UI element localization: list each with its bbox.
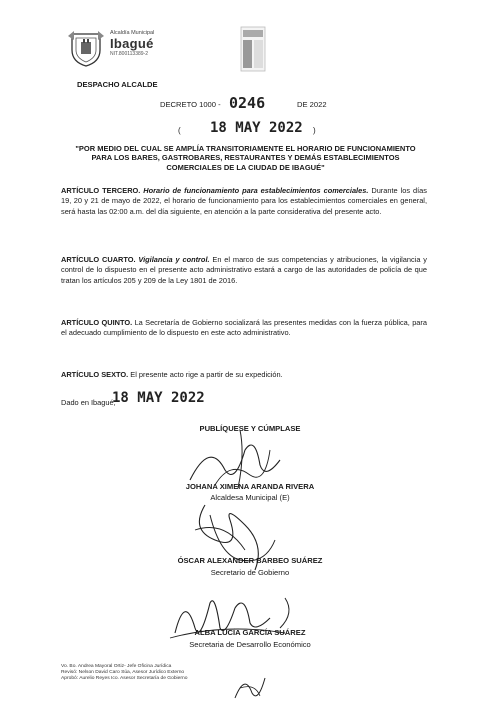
footer-review-2: Revisó: Nelson David Caro Súa, Asesor Jurídico Externo (61, 670, 185, 675)
article-tercero (61, 186, 427, 217)
article-quinto (61, 318, 427, 339)
publiquese-line: PUBLÍQUESE Y CÚMPLASE (199, 424, 301, 433)
signatory-role: Secretaria de Desarrollo Económico (189, 640, 311, 649)
article-label: ARTÍCULO SEXTO. (61, 370, 129, 379)
city-shield-logo (66, 28, 106, 68)
signature-3 (165, 588, 305, 648)
article-label: ARTÍCULO TERCERO. (61, 186, 141, 195)
decree-number-stamp: 0246 (229, 94, 266, 112)
article-body: Durante los días 19, 20 y 21 de mayo de 2022, el horario de funcionamiento para los establecimientos comerciales en general, será hasta las 02:00 a.m. del día siguiente, en atención a la parte considerativa del presente acto. (61, 186, 427, 216)
city-logo-text (110, 30, 200, 58)
footer-review-3: Aprobó: Aurelio Reyes Ico. Asesor Secretaría de Gobierno (61, 676, 188, 681)
signatory-role: Secretario de Gobierno (210, 568, 290, 577)
issued-date-stamp: 18 MAY 2022 (112, 390, 205, 406)
article-label: ARTÍCULO QUINTO. (61, 318, 133, 327)
article-cuarto (61, 255, 427, 286)
article-label: ARTÍCULO CUARTO. (61, 255, 136, 264)
signatory-name: JOHANA XIMENA ARANDA RIVERA (185, 482, 315, 491)
article-title: Horario de funcionamiento para establecimientos comerciales. (143, 186, 369, 195)
signatory-name: ÓSCAR ALEXANDER BARBEO SUÁREZ (177, 556, 323, 565)
date-paren-open: ( (178, 126, 181, 135)
decree-date-stamp: 18 MAY 2022 (210, 120, 303, 136)
article-body: El presente acto rige a partir de su expedición. (130, 370, 283, 379)
org-label: Alcaldía Municipal (110, 30, 155, 36)
decree-prefix: DECRETO 1000 - (160, 100, 221, 109)
initials-signature (230, 668, 270, 703)
decree-title: "POR MEDIO DEL CUAL SE AMPLÍA TRANSITORIAMENTE EL HORARIO DE FUNCIONAMIENTO PARA LOS BARES, GASTROBARES, RESTAURANTES Y DEMÁS ESTABLECIMIENTOS COMERCIALES DE LA CIUDAD DE IBAGUÉ" (75, 144, 416, 172)
date-paren-close: ) (313, 126, 316, 135)
issued-place: Dado en Ibagué, (61, 398, 116, 407)
org-city: Ibagué (110, 36, 154, 51)
signatory-name: ALBA LUCÍA GARCÍA SUÁREZ (194, 628, 306, 637)
decree-year: DE 2022 (297, 100, 327, 109)
footer-review-1: Vo. Bo. Andrea Mayoral Ortiz- Jefe Oficina Jurídica (61, 664, 172, 669)
article-title: Vigilancia y control. (138, 255, 210, 264)
article-sexto (61, 370, 427, 380)
office-heading: DESPACHO ALCALDE (77, 80, 158, 89)
vertical-stamp-logo (240, 26, 266, 72)
article-body: La Secretaría de Gobierno socializará las presentes medidas con la fuerza pública, para el adecuado cumplimiento de lo dispuesto en este acto administrativo. (61, 318, 427, 338)
org-nit: NIT.800113389-2 (110, 51, 148, 57)
signature-1 (170, 430, 300, 490)
article-body: En el marco de sus competencias y atribuciones, la vigilancia y control de lo dispuesto en el presente acto administrativo estará a cargo de las autoridades de policía de que tratan los artículos 205 y 209 de la Ley 1801 de 2016. (61, 255, 427, 285)
signatory-role: Alcaldesa Municipal (E) (210, 493, 290, 502)
